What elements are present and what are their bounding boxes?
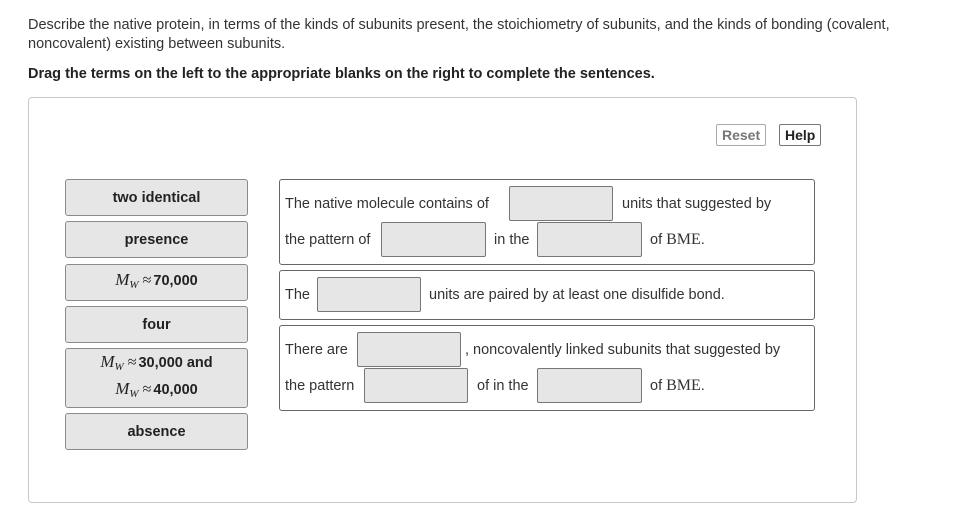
instruction-text: Drag the terms on the left to the appropriate blanks on the right to complete the sentences.	[28, 66, 655, 82]
sentence-2-text-1: The	[285, 287, 310, 303]
drop-blank-5[interactable]	[357, 332, 461, 367]
sentence-1-text-1: The native molecule contains of	[285, 196, 489, 212]
mw-subscript: W	[129, 388, 139, 400]
period: .	[700, 378, 705, 394]
drop-blank-3[interactable]	[537, 222, 642, 257]
reset-button[interactable]: Reset	[716, 124, 766, 146]
sentence-1-text-4: in the	[494, 232, 530, 248]
drop-blank-1[interactable]	[509, 186, 613, 221]
term-label: presence	[124, 231, 189, 248]
mw-value: 70,000	[153, 273, 198, 289]
term-absence[interactable]	[65, 413, 248, 450]
sentence-3-text-1: There are	[285, 342, 348, 358]
bme-term: BME	[666, 231, 701, 248]
drop-blank-2[interactable]	[381, 222, 486, 257]
approx-symbol: ≈	[142, 272, 152, 289]
term-mw-70000[interactable]	[65, 264, 248, 301]
mw-expression-line2	[115, 378, 197, 405]
sentence-3-text-5	[650, 377, 705, 395]
sentence-1-text-5	[650, 231, 705, 249]
sentence-1-text-3: the pattern of	[285, 232, 371, 248]
term-mw-30000-40000[interactable]	[65, 348, 248, 408]
mw-symbol: M	[115, 379, 130, 398]
approx-symbol: ≈	[127, 354, 137, 371]
mw-value: 30,000 and	[138, 355, 213, 371]
sentence-3-text-3: the pattern	[285, 378, 355, 394]
mw-value: 40,000	[153, 382, 198, 398]
sentence-3-text-4: of in the	[477, 378, 529, 394]
mw-expression	[115, 269, 197, 296]
sentence-1-text-2: units that suggested by	[622, 196, 772, 212]
period: .	[700, 232, 705, 248]
help-button[interactable]: Help	[779, 124, 821, 146]
drop-blank-6[interactable]	[364, 368, 468, 403]
mw-subscript: W	[129, 279, 139, 291]
term-label: four	[142, 316, 171, 333]
bme-term: BME	[666, 377, 701, 394]
term-four[interactable]	[65, 306, 248, 343]
term-label: absence	[127, 423, 186, 440]
term-presence[interactable]	[65, 221, 248, 258]
drop-blank-4[interactable]	[317, 277, 421, 312]
term-label: two identical	[112, 189, 201, 206]
question-text: Describe the native protein, in terms of the kinds of subunits present, the stoichiometry of subunits, and the kinds of bonding (covalent, noncovalent) existing between subunits.	[28, 17, 890, 52]
mw-symbol: M	[115, 270, 130, 289]
mw-symbol: M	[100, 352, 115, 371]
drop-blank-7[interactable]	[537, 368, 642, 403]
term-two-identical[interactable]	[65, 179, 248, 216]
sentence-2-text-2: units are paired by at least one disulfide bond.	[429, 287, 725, 303]
of-word: of	[650, 232, 663, 248]
mw-subscript: W	[114, 361, 124, 373]
approx-symbol: ≈	[142, 381, 152, 398]
mw-expression-line1	[100, 351, 212, 378]
of-word: of	[650, 378, 663, 394]
sentence-3-text-2: , noncovalently linked subunits that suggested by	[465, 342, 781, 358]
